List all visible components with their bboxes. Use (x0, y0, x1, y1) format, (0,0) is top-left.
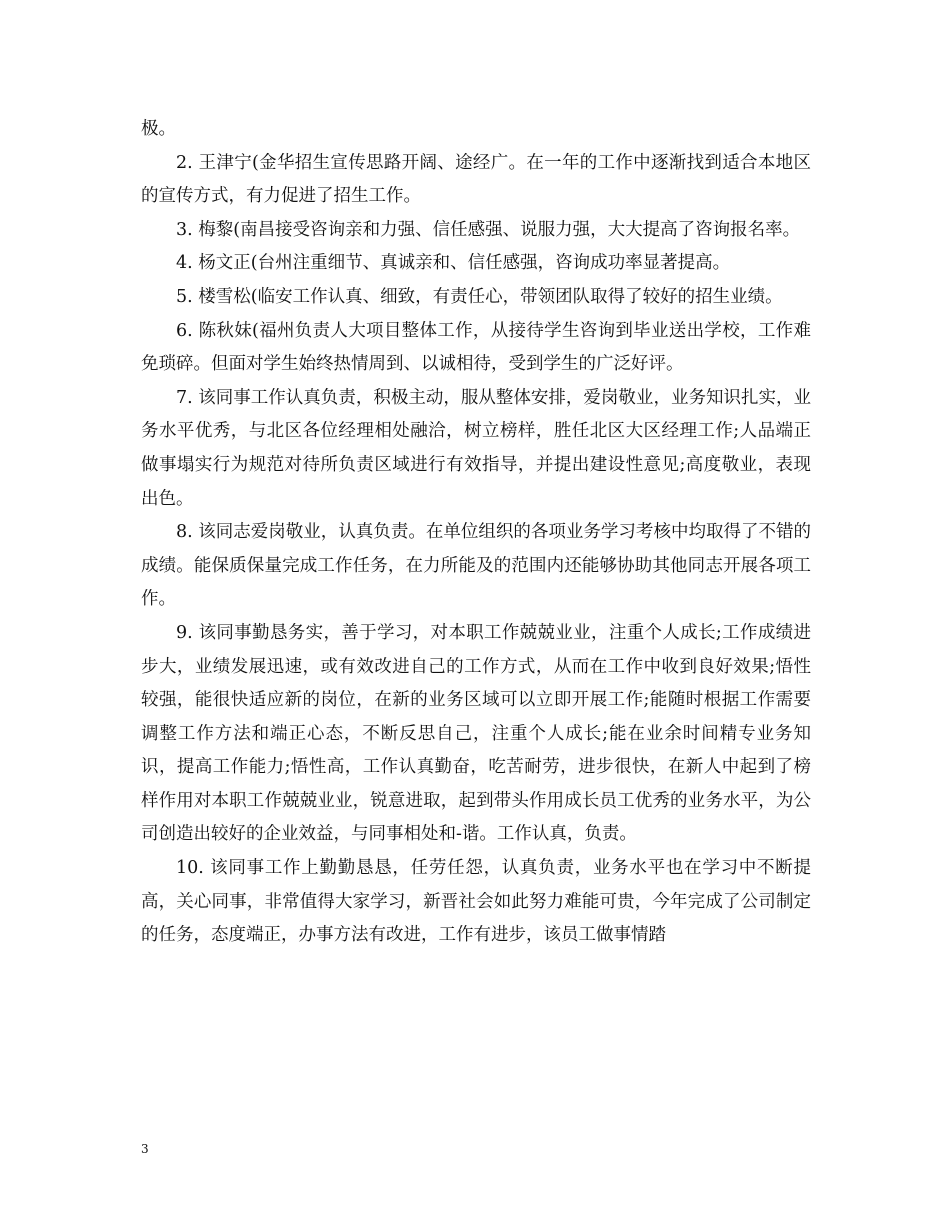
paragraph-item-10: 10. 该同事工作上勤勤恳恳，任劳任怨，认真负责，业务水平也在学习中不断提高，关心同事，非常值得大家学习，新晋社会如此努力难能可贵，今年完成了公司制定的任务，态度端正，办事方法有改进，工作有进步，该员工做事情踏 (141, 858, 811, 946)
paragraph-item-6: 6. 陈秋妹(福州负责人大项目整体工作，从接待学生咨询到毕业送出学校，工作难免琐碎。但面对学生始终热情周到、以诚相待，受到学生的广泛好评。 (141, 320, 811, 375)
paragraph-item-5: 5. 楼雪松(临安工作认真、细致，有责任心，带领团队取得了较好的招生业绩。 (176, 286, 783, 307)
paragraph-item-4: 4. 杨文正(台州注重细节、真诚亲和、信任感强，咨询成功率显著提高。 (176, 253, 731, 274)
paragraph-continuation: 极。 (141, 119, 176, 139)
paragraph-item-3: 3. 梅黎(南昌接受咨询亲和力强、信任感强、说服力强，大大提高了咨询报名率。 (176, 219, 801, 240)
paragraph-item-2: 2. 王津宁(金华招生宣传思路开阔、途经广。在一年的工作中逐渐找到适合本地区的宣传方式，有力促进了招生工作。 (141, 152, 811, 207)
paragraph-item-8: 8. 该同志爱岗敬业，认真负责。在单位组织的各项业务学习考核中均取得了不错的成绩。能保质保量完成工作任务，在力所能及的范围内还能够协助其他同志开展各项工作。 (141, 522, 811, 610)
paragraph-item-9: 9. 该同事勤恳务实，善于学习，对本职工作兢兢业业，注重个人成长;工作成绩进步大，业绩发展迅速，或有效改进自己的工作方式，从而在工作中收到良好效果;悟性较强，能很快适应新的岗位，在新的业务区域可以立即开展工作;能随时根据工作需要调整工作方法和端正心态，不断反思自己，注重个人成长;能在业余时间精专业务知识，提高工作能力;悟性高，工作认真勤奋，吃苦耐劳，进步很快，在新人中起到了榜样作用对本职工作兢兢业业，锐意进取，起到带头作用成长员工优秀的业务水平，为公司创造出较好的企业效益，与同事相处和-谐。工作认真，负责。 (141, 622, 811, 845)
paragraph-item-7: 7. 该同事工作认真负责，积极主动，服从整体安排，爱岗敬业，业务知识扎实，业务水平优秀，与北区各位经理相处融洽，树立榜样，胜任北区大区经理工作;人品端正做事塌实行为规范对待所负责区域进行有效指导，并提出建设性意见;高度敬业，表现出色。 (141, 387, 811, 509)
page-number: 3 (141, 1142, 149, 1156)
document-body (141, 113, 811, 953)
